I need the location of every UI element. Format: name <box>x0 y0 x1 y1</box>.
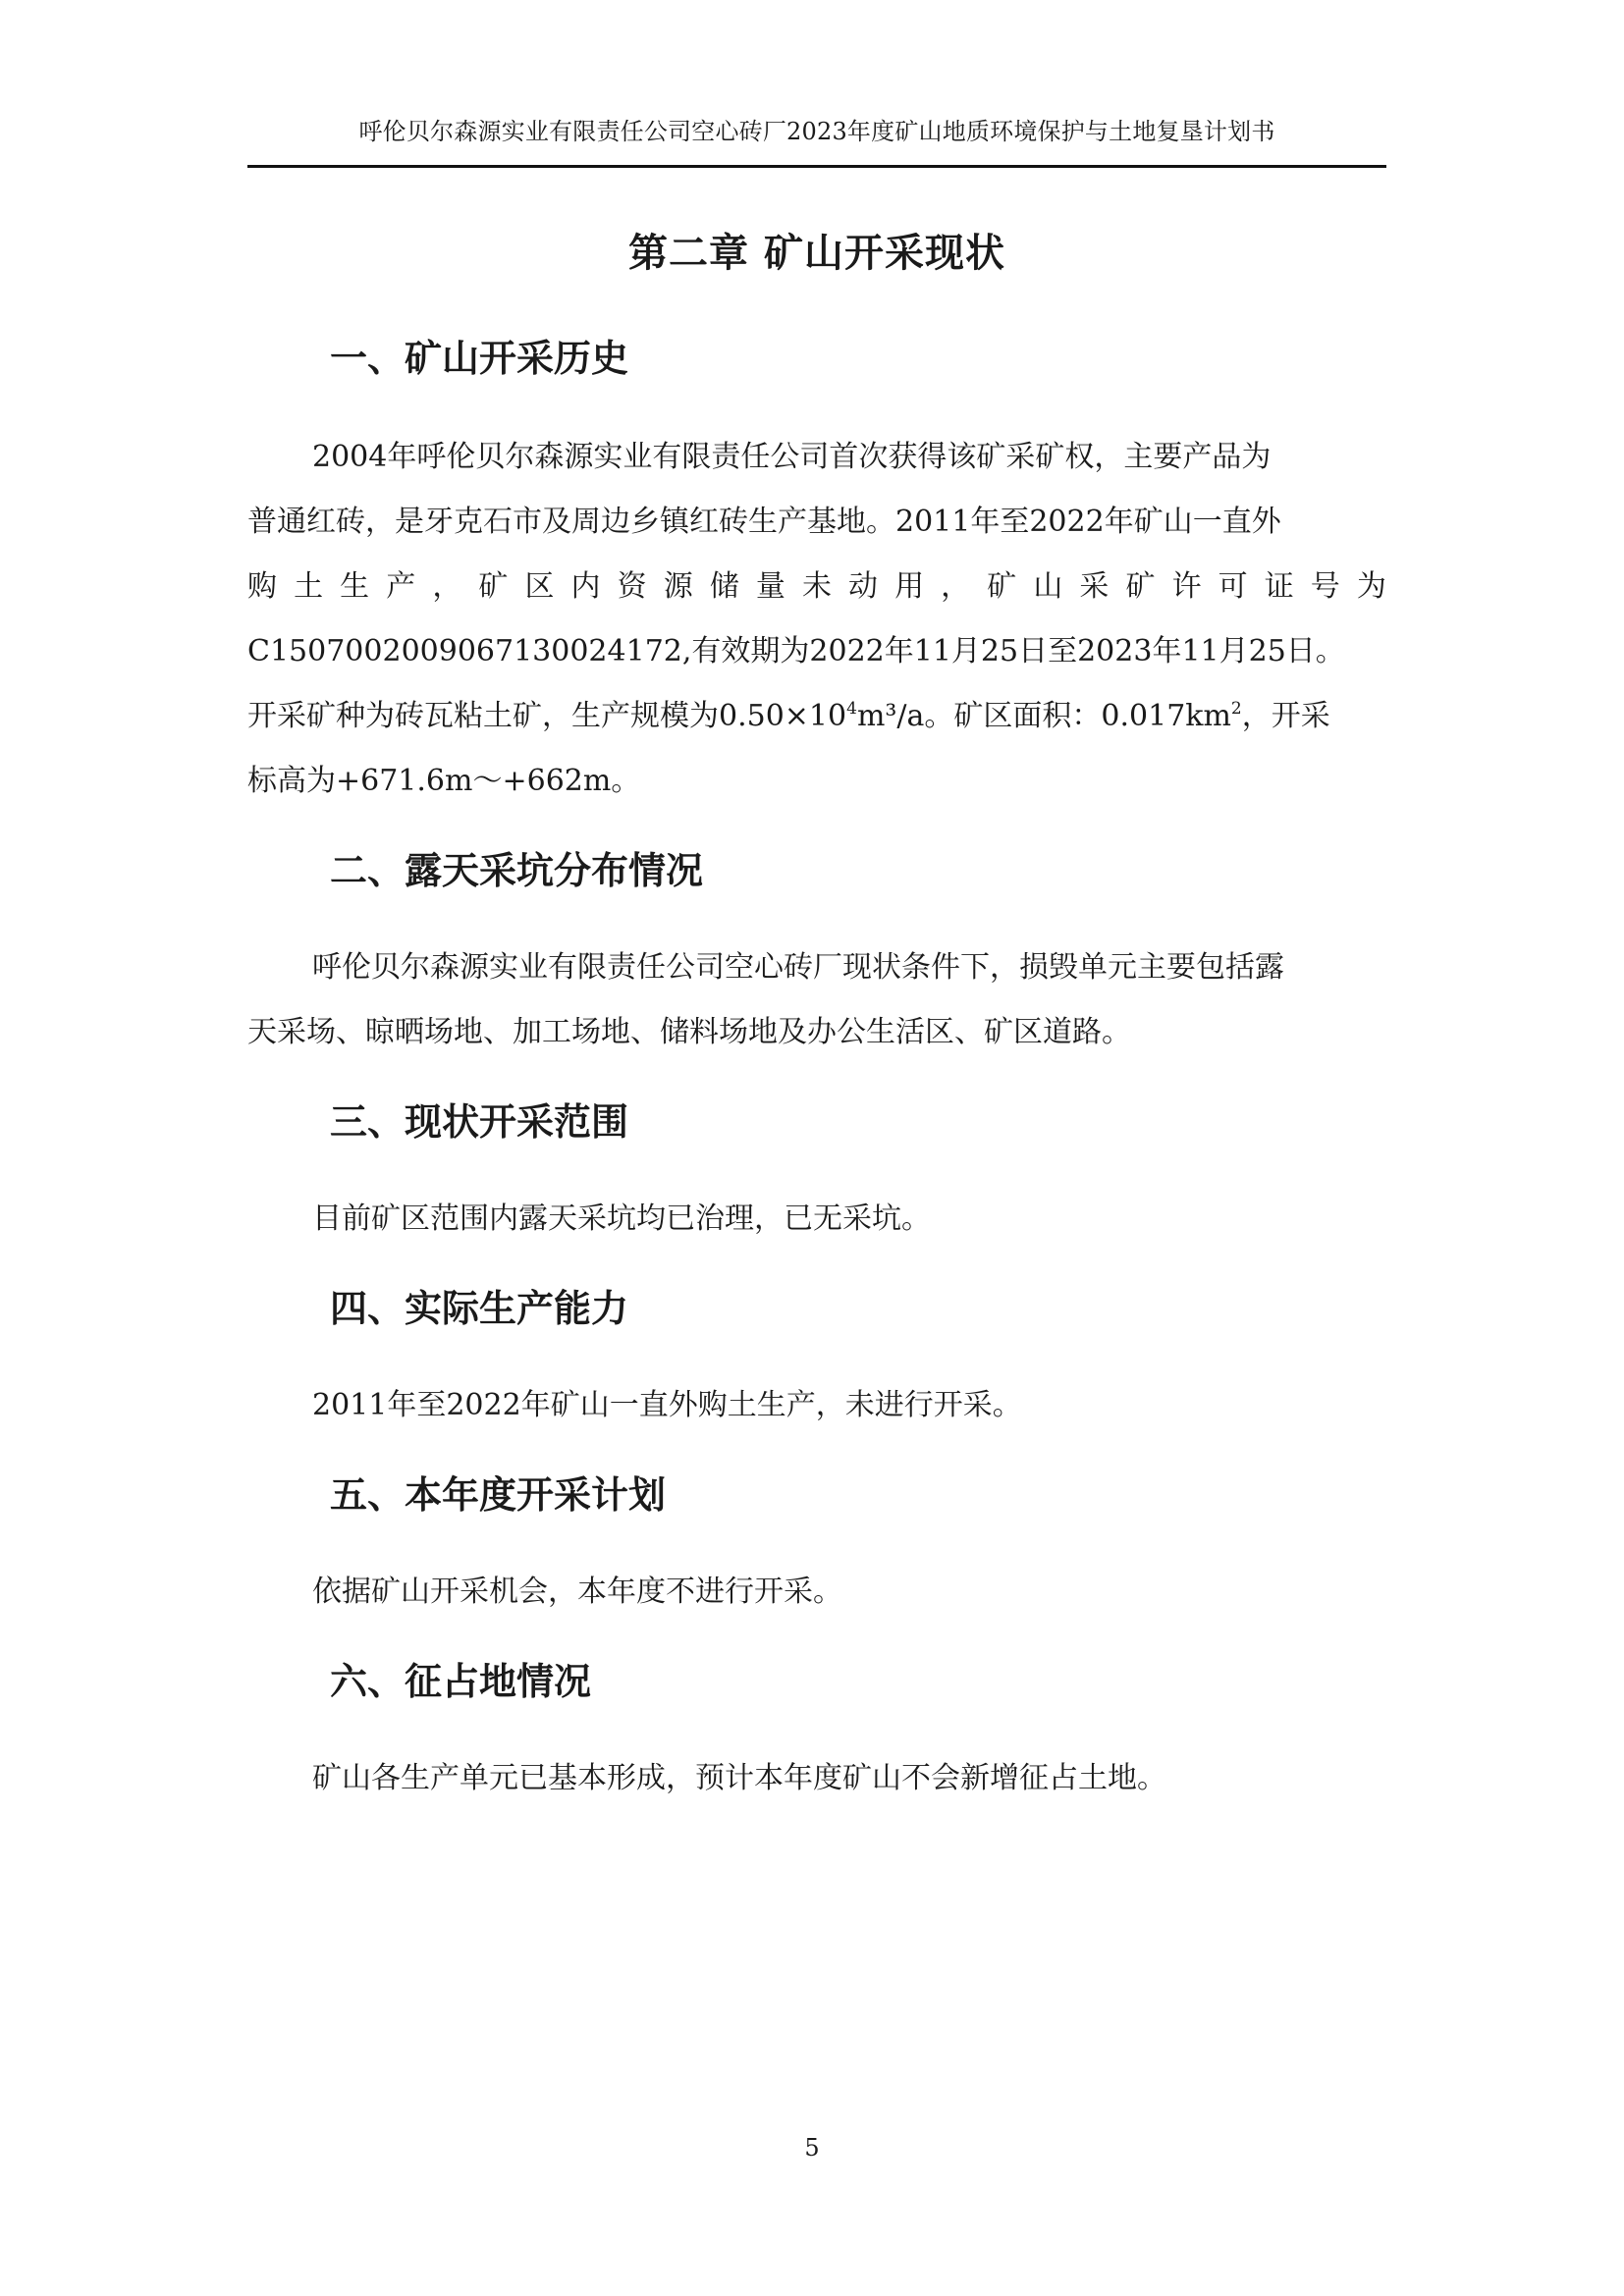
section-heading-land-occupation: 六、征占地情况 <box>330 1660 592 1703</box>
text-run: ， <box>941 569 971 604</box>
text-run: 证 <box>1264 569 1294 604</box>
section-heading-production-capacity: 四、实际生产能力 <box>330 1287 629 1330</box>
superscript: 4 <box>846 699 857 719</box>
paragraph-line: 2004年呼伦贝尔森源实业有限责任公司首次获得该矿采矿权，主要产品为 <box>312 440 1272 474</box>
paragraph-line: 普通红砖，是牙克石市及周边乡镇红砖生产基地。2011年至2022年矿山一直外 <box>247 505 1281 539</box>
text-run: 用 <box>894 569 925 604</box>
text-run: 动 <box>848 569 879 604</box>
paragraph-line: 天采场、晾晒场地、加工场地、储料场地及办公生活区、矿区道路。 <box>247 1015 1131 1049</box>
text-run: 未 <box>801 569 832 604</box>
text-run: 生 <box>340 569 370 604</box>
text-run: 号 <box>1310 569 1340 604</box>
text-run: 矿 <box>478 569 509 604</box>
text-run: 内 <box>570 569 601 604</box>
header-divider <box>247 165 1386 168</box>
section-heading-annual-plan: 五、本年度开采计划 <box>330 1473 667 1517</box>
paragraph-line: 目前矿区范围内露天采坑均已治理，已无采坑。 <box>312 1201 931 1236</box>
section-heading-pit-distribution: 二、露天采坑分布情况 <box>330 849 704 892</box>
text-run: 采 <box>1079 569 1110 604</box>
section-heading-mining-history: 一、矿山开采历史 <box>330 337 629 380</box>
text-run: ， <box>432 569 462 604</box>
text-run: 为 <box>1356 569 1386 604</box>
superscript: 2 <box>1230 699 1242 719</box>
chapter-title: 第二章 矿山开采现状 <box>628 231 1005 276</box>
text-run: 储 <box>709 569 739 604</box>
text-run: 购 <box>247 569 277 604</box>
text-run: 源 <box>663 569 693 604</box>
text-run: 许 <box>1171 569 1202 604</box>
text-run: 矿 <box>1125 569 1156 604</box>
text-run: 土 <box>294 569 324 604</box>
text-run: 山 <box>1033 569 1063 604</box>
text-run: 开采矿种为砖瓦粘土矿，生产规模为0.50×10 <box>247 699 847 733</box>
paragraph-line: 依据矿山开采机会，本年度不进行开采。 <box>312 1575 842 1609</box>
page-number: 5 <box>804 2134 820 2162</box>
text-run: 区 <box>524 569 555 604</box>
paragraph-line: 呼伦贝尔森源实业有限责任公司空心砖厂现状条件下，损毁单元主要包括露 <box>312 950 1284 985</box>
text-run: 可 <box>1218 569 1248 604</box>
text-run: 量 <box>755 569 785 604</box>
section-heading-mining-scope: 三、现状开采范围 <box>330 1100 629 1144</box>
paragraph-line: C1507002009067130024172,有效期为2022年11月25日至2023年11月25日。 <box>247 634 1345 668</box>
text-run: 资 <box>617 569 647 604</box>
paragraph-line: 2011年至2022年矿山一直外购土生产，未进行开采。 <box>312 1388 1022 1422</box>
paragraph-line <box>247 567 1386 607</box>
paragraph-line: 标高为+671.6m～+662m。 <box>247 764 641 798</box>
text-run: 产 <box>386 569 416 604</box>
running-header: 呼伦贝尔森源实业有限责任公司空心砖厂2023年度矿山地质环境保护与土地复垦计划书 <box>358 118 1275 145</box>
text-run: 矿 <box>987 569 1017 604</box>
text-run: ，开采 <box>1241 699 1330 733</box>
text-run: m³/a。矿区面积：0.017km <box>856 699 1231 733</box>
paragraph-line <box>247 697 1386 736</box>
paragraph-line: 矿山各生产单元已基本形成，预计本年度矿山不会新增征占土地。 <box>312 1761 1166 1795</box>
